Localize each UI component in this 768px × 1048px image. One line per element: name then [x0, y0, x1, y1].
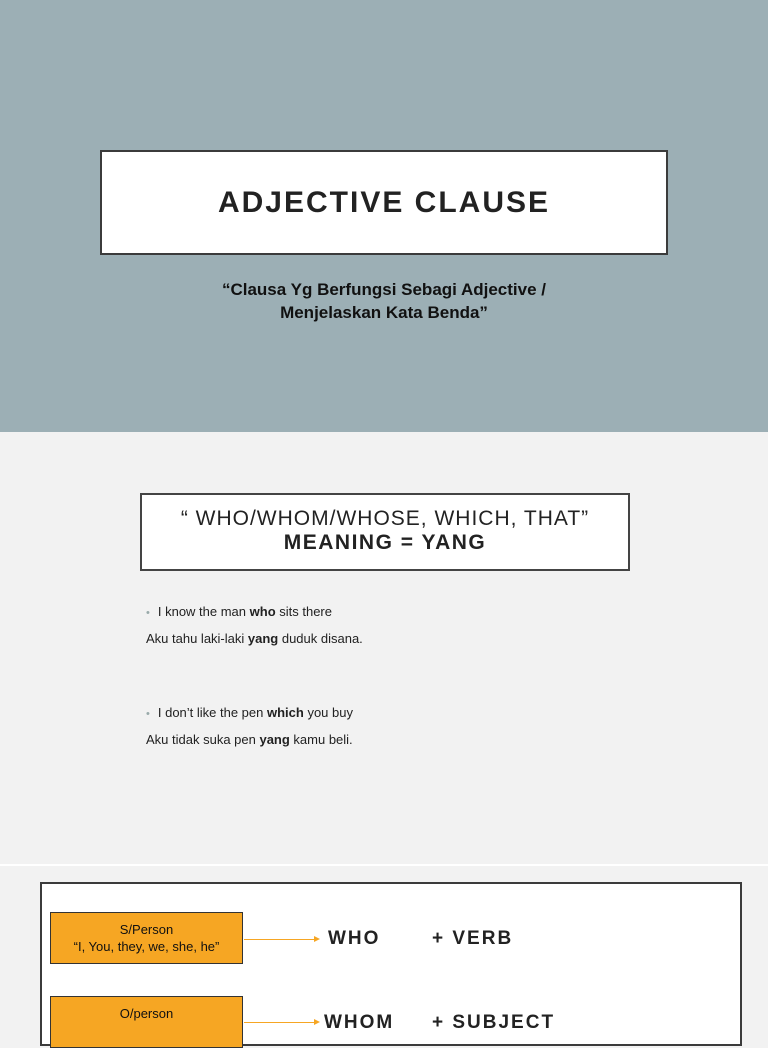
who-keyword: WHO [328, 928, 381, 949]
example-1-english [146, 599, 363, 626]
meaning-heading: MEANING = YANG [283, 531, 487, 554]
box-examples: “I, You, they, we, she, he” [73, 939, 220, 954]
box-label: S/Person [119, 922, 174, 937]
arrow-icon [244, 939, 318, 940]
keyword: who [249, 604, 276, 619]
text: Aku tidak suka pen [146, 732, 260, 747]
keyword: yang [259, 732, 290, 747]
text: sits there [275, 604, 332, 619]
bullet-icon: • [146, 708, 150, 720]
object-person-box [50, 996, 243, 1048]
subject-person-box [50, 912, 243, 964]
usage-frame [40, 882, 742, 1046]
keyword: which [267, 705, 304, 720]
keyword: yang [247, 631, 279, 646]
title-slide [0, 0, 768, 432]
whom-keyword: WHOM [324, 1012, 395, 1033]
text: I know the man [157, 604, 250, 619]
arrow-icon [244, 1022, 318, 1023]
verb-rule: + VERB [432, 928, 514, 949]
example-2 [146, 700, 353, 752]
slide-title: ADJECTIVE CLAUSE [217, 185, 551, 219]
bullet-icon: • [146, 607, 150, 619]
subtitle-line-2: Menjelaskan Kata Benda” [280, 303, 488, 322]
box-label: O/person [119, 1006, 174, 1021]
meaning-slide [0, 433, 768, 864]
example-2-indonesian [146, 727, 353, 752]
title-box [100, 150, 668, 255]
example-1-indonesian [146, 626, 363, 651]
usage-slide [0, 866, 768, 1033]
relative-pronouns-heading: “ WHO/WHOM/WHOSE, WHICH, THAT” [180, 507, 590, 530]
slide-subtitle [0, 278, 768, 324]
text: I don’t like the pen [157, 705, 267, 720]
subject-rule: + SUBJECT [432, 1012, 556, 1033]
subtitle-line-1: “Clausa Yg Berfungsi Sebagi Adjective / [221, 280, 547, 299]
example-1 [146, 599, 363, 651]
header-box [140, 493, 630, 571]
example-2-english [146, 700, 353, 727]
text: you buy [303, 705, 353, 720]
text: kamu beli. [289, 732, 353, 747]
text: Aku tahu laki-laki [146, 631, 248, 646]
text: duduk disana. [278, 631, 363, 646]
